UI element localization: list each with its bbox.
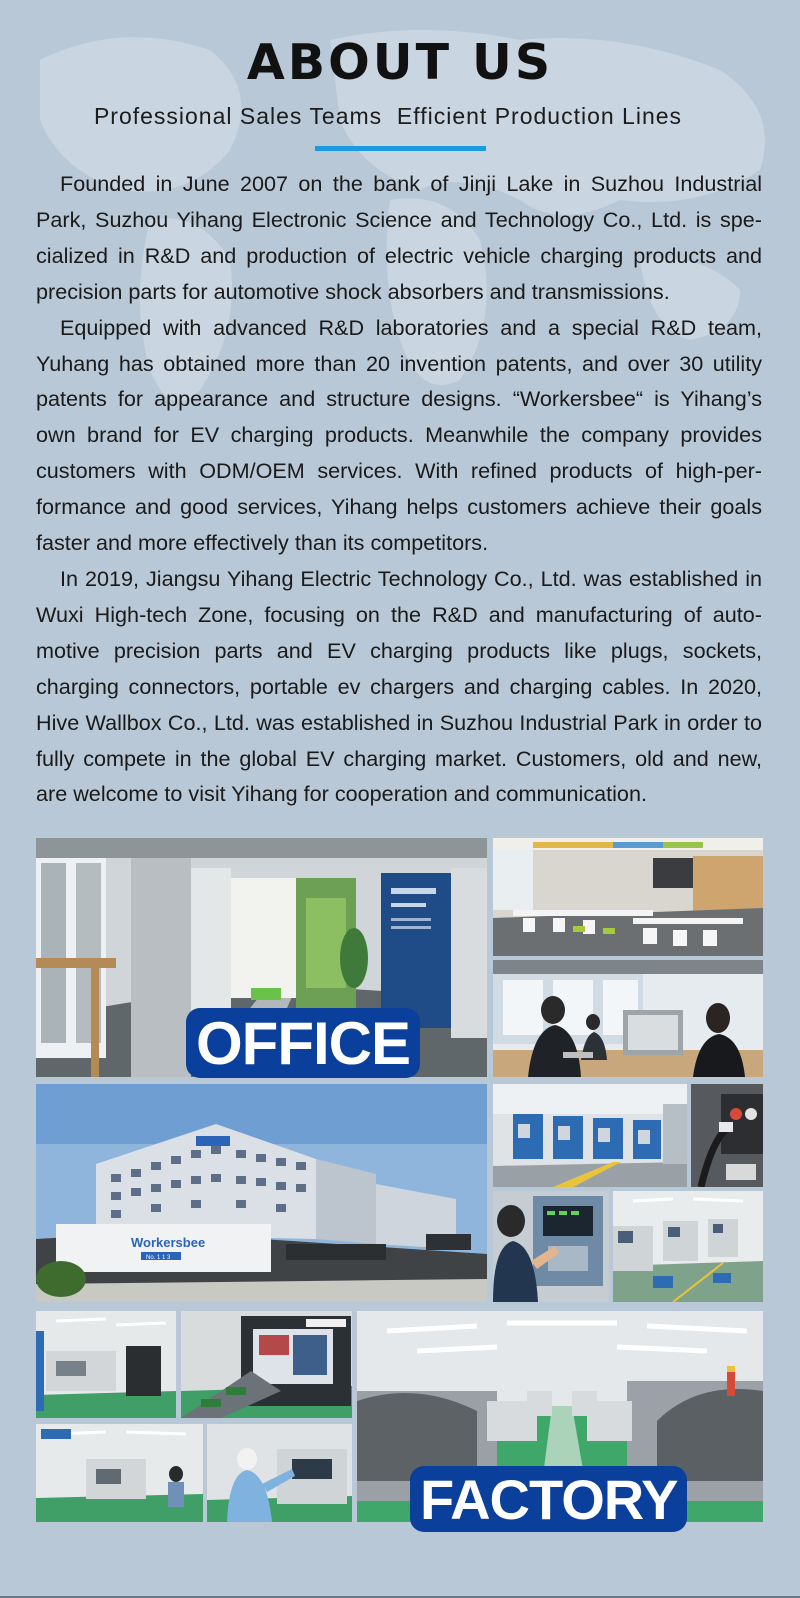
ev-charger-test-photo bbox=[691, 1084, 763, 1187]
building-sign-text: Workersbee bbox=[131, 1235, 206, 1250]
factory-smt-line-photo bbox=[36, 1311, 176, 1418]
factory-worker-photo bbox=[207, 1424, 352, 1522]
company-description bbox=[36, 166, 762, 812]
lab-test-chambers-photo bbox=[493, 1084, 687, 1187]
lab-operator-photo bbox=[493, 1191, 609, 1302]
paragraph-expansion: In 2019, Jiangsu Yihang Electric Technology Co., Ltd. was established in Wuxi High-tech Zone, focusing on the R&D and manufacturing of auto-motive precision parts and EV charging products like plugs, sockets, charging connectors, portable ev chargers and charging cables. In 2020, Hive Wallbox Co., Ltd. was established in Suzhou Industrial Park in order to fully compete in the global EV charging market. Customers, old and new, are welcome to visit Yihang for cooperation and communication. bbox=[36, 565, 762, 807]
building-sign-number: No. 1 1 3 bbox=[146, 1255, 171, 1261]
page-subtitle: Professional Sales Teams Efficient Production Lines bbox=[93, 103, 683, 129]
paragraph-history: Founded in June 2007 on the bank of Jinji Lake in Suzhou Industrial Park, Suzhou Yihang Electronic Science and Technology Co., Ltd. is spe-cialized in R&D and production of electric vehicle charging products and precision parts for automotive shock absorbers and transmissions. bbox=[36, 171, 762, 304]
paragraph-rnd: Equipped with advanced R&D laboratories and a special R&D team, Yuhang has obtained more than 20 invention patents, and over 30 utility patents for appearance and structure designs. “Workersbee“ is Yihang’s own brand for EV charging products. Meanwhile the company provides customers with ODM/OEM services. With refined products of high-per-formance and good services, Yihang helps customers achieve their goals faster and more effectively than its competitors. bbox=[36, 314, 762, 556]
title-underline bbox=[315, 146, 486, 151]
cnc-machines-photo bbox=[613, 1191, 763, 1302]
page-title: ABOUT US bbox=[246, 34, 554, 91]
factory-label: FACTORY bbox=[410, 1466, 687, 1532]
company-building-photo bbox=[36, 1084, 487, 1302]
office-label: OFFICE bbox=[186, 1008, 420, 1078]
office-meeting-room-photo bbox=[493, 838, 763, 956]
office-staff-photo bbox=[493, 960, 763, 1077]
factory-inspection-screen-photo bbox=[181, 1311, 352, 1418]
factory-workshop-small-photo bbox=[36, 1424, 203, 1522]
